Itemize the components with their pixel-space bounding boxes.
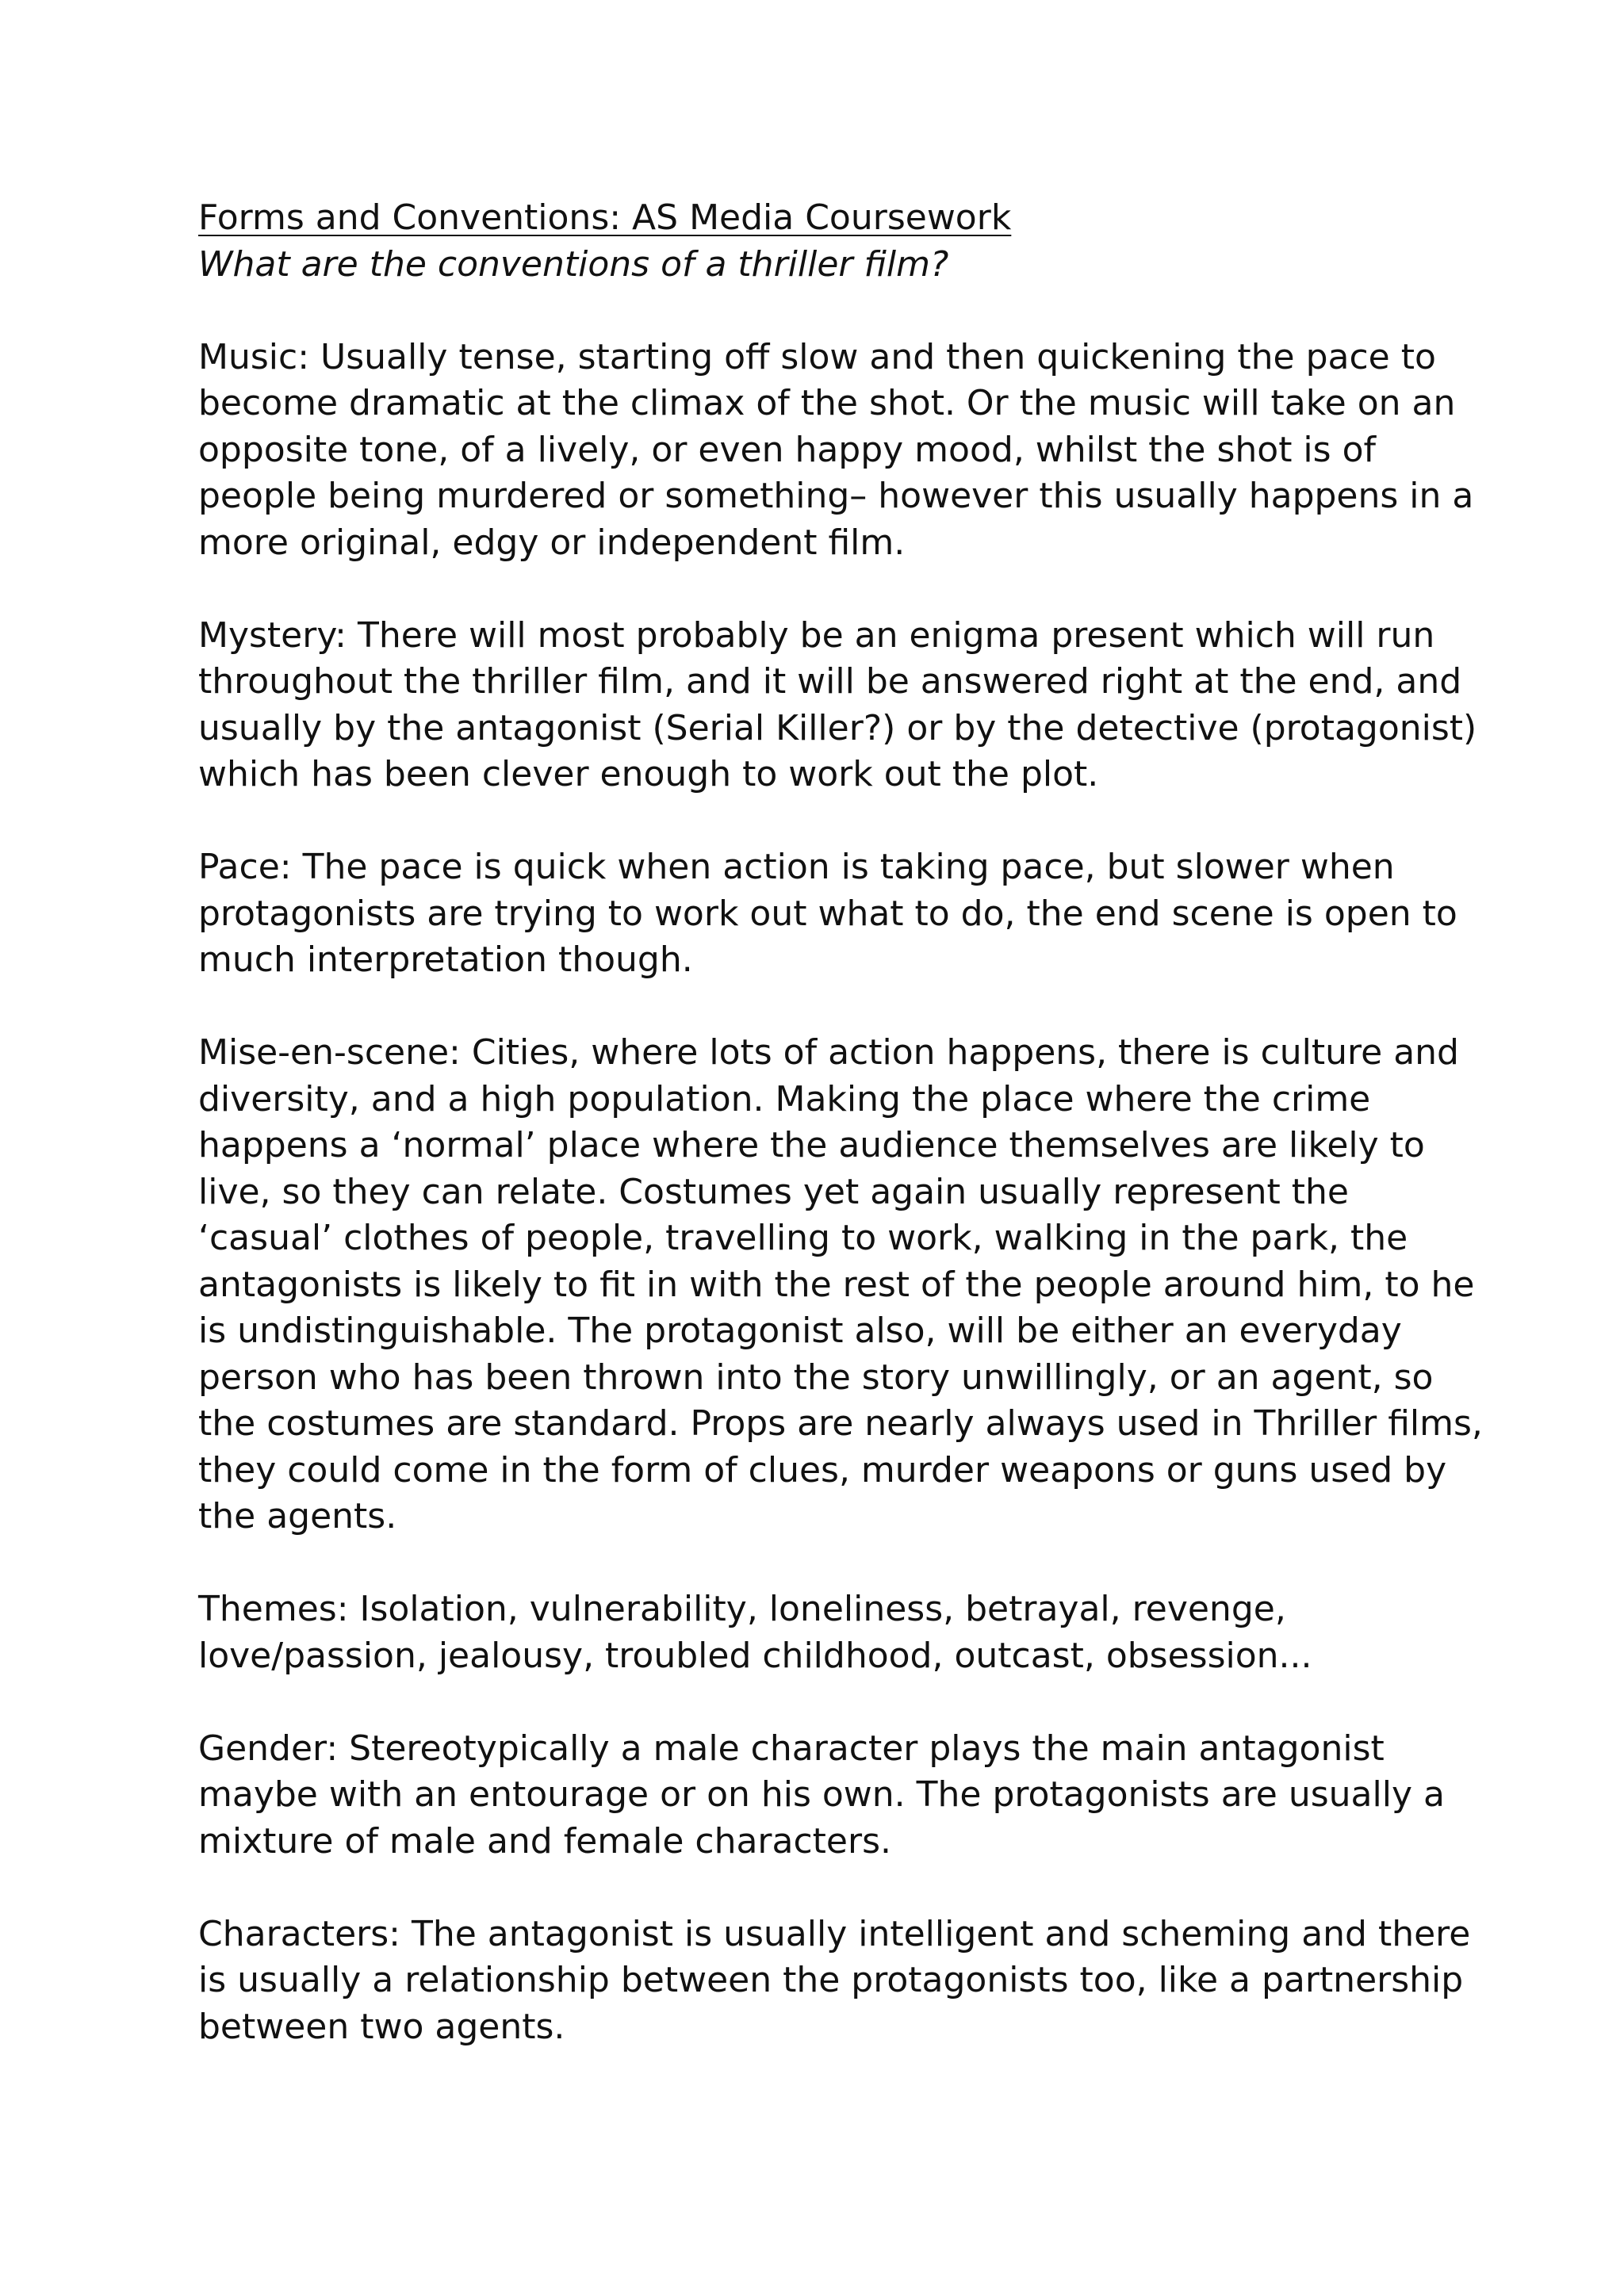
section-themes: Themes: Isolation, vulnerability, loneliness, betrayal, revenge, love/passion, jealousy, troubled childhood, outcast, obsession... (198, 1589, 1312, 1676)
section-pace: Pace: The pace is quick when action is taking pace, but slower when protagonists are trying to work out what to do, the end scene is open to much interpretation though. (198, 847, 1457, 980)
section-gender: Gender: Stereotypically a male character plays the main antagonist maybe with an entourage or on his own. The protagonists are usually a mixture of male and female characters. (198, 1728, 1445, 1862)
document-title: Forms and Conventions: AS Media Coursework (198, 197, 1012, 238)
document-subtitle: What are the conventions of a thriller film? (198, 243, 949, 285)
section-mise-en-scene: Mise-en-scene: Cities, where lots of action happens, there is culture and diversity, and a high population. Making the place where the crime happens a ‘normal’ place where the audience themselves are likely to live, so they can relate. Costumes yet again usually represent the ‘casual’ clothes of people, travelling to work, walking in the park, the antagonists is likely to fit in with the rest of the people around him, to he is undistinguishable. The protagonist also, will be either an everyday person who has been thrown into the story unwillingly, or an agent, so the costumes are standard. Props are nearly always used in Thriller films, they could come in the form of clues, murder weapons or guns used by the agents. (198, 1032, 1483, 1536)
document-page (198, 195, 1483, 2050)
section-music: Music: Usually tense, starting off slow and then quickening the pace to become dramatic at the climax of the shot. Or the music will take on an opposite tone, of a lively, or even happy mood, whilst the shot is of people being murdered or something– however this usually happens in a more original, edgy or independent film. (198, 336, 1474, 563)
section-mystery: Mystery: There will most probably be an enigma present which will run throughout the thriller film, and it will be answered right at the end, and usually by the antagonist (Serial Killer?) or by the detective (protagonist) which has been clever enough to work out the plot. (198, 614, 1477, 794)
section-characters: Characters: The antagonist is usually intelligent and scheming and there is usually a relationship between the protagonists too, like a partnership between two agents. (198, 1913, 1471, 2047)
